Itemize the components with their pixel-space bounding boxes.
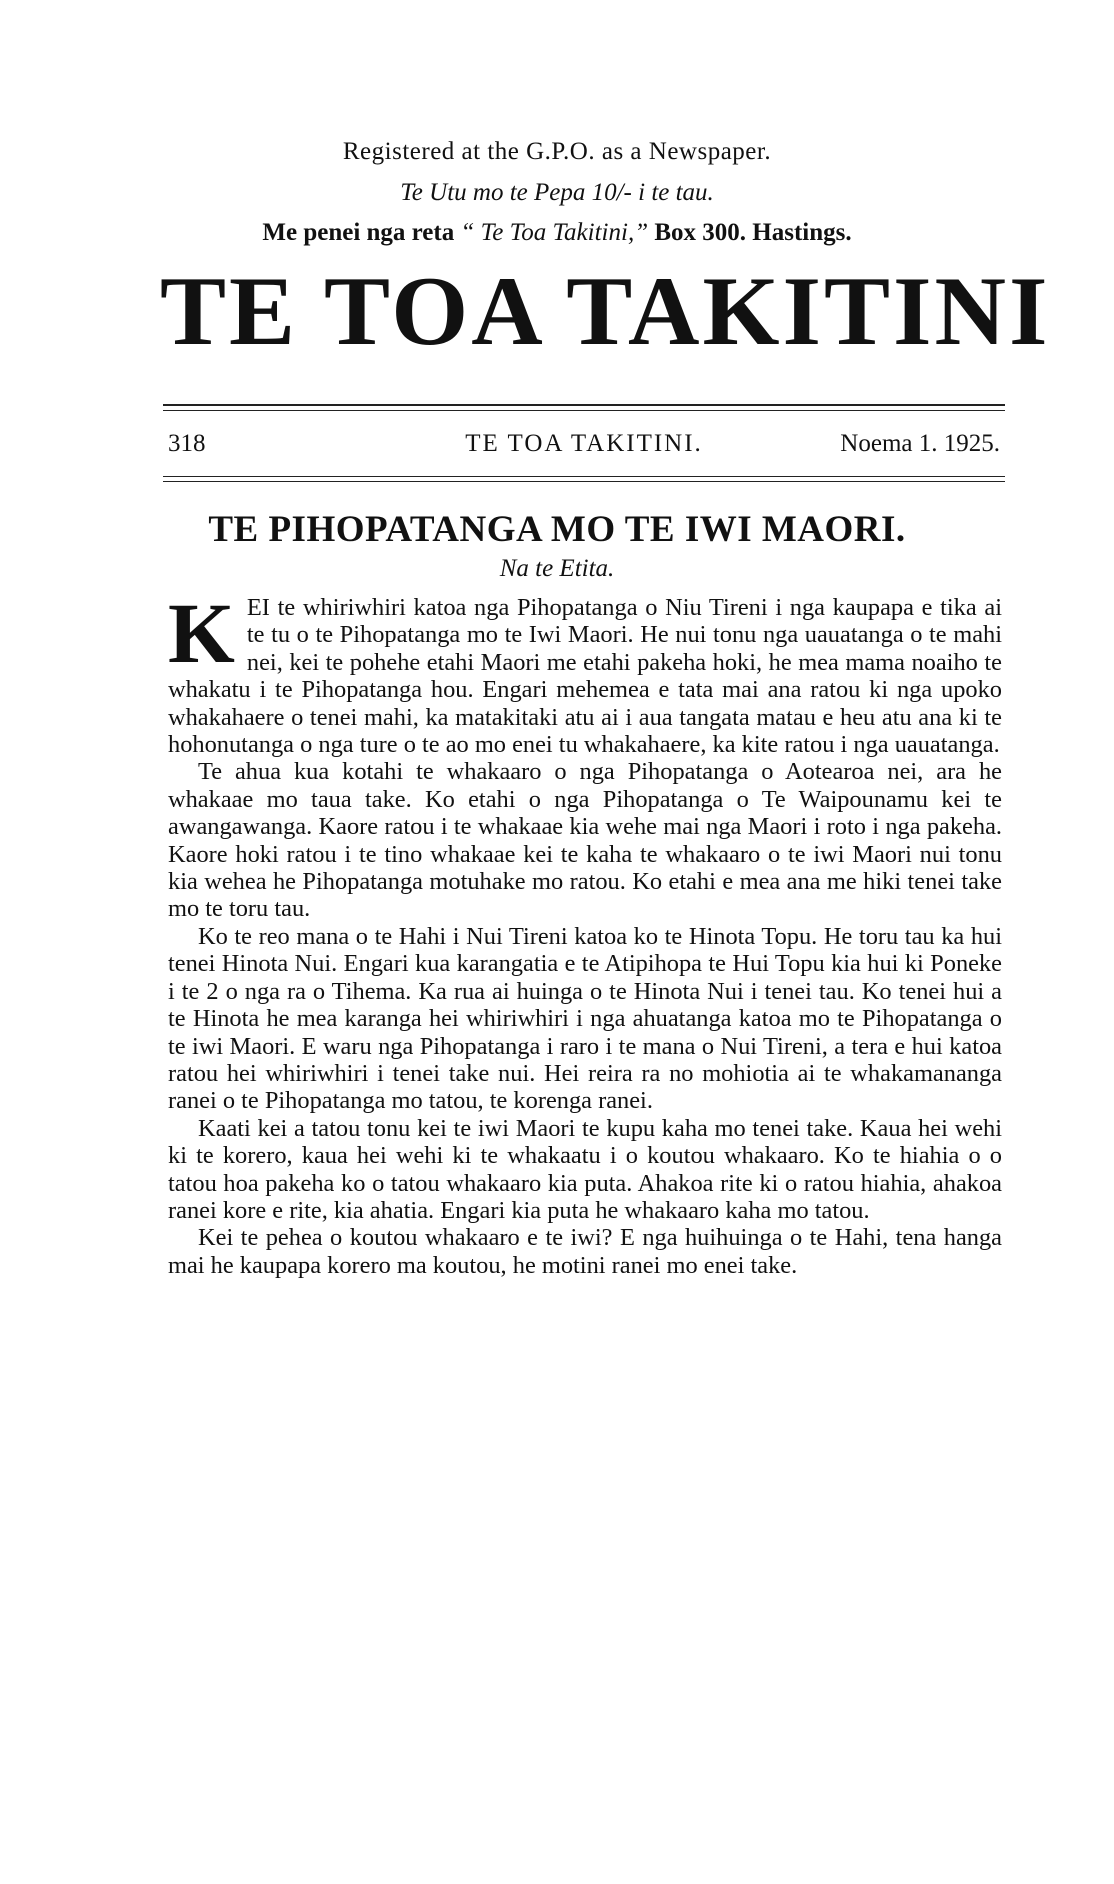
registration-notice: Registered at the G.P.O. as a Newspaper. xyxy=(342,138,772,165)
issue-date: Noema 1. 1925. xyxy=(840,430,1000,457)
subscription-price: Te Utu mo te Pepa 10/- i te tau. xyxy=(400,179,714,206)
address-title: “ Te Toa Takitini,” xyxy=(460,219,649,246)
page-number: 318 xyxy=(168,430,206,457)
paragraph-5: Kei te pehea o koutou whakaaro e te iwi? E nga huihuinga o te Hahi, tena hanga mai he kaupapa korero ma koutou, he motini ranei mo enei take. xyxy=(168,1224,1002,1279)
address-prefix: Me penei nga reta xyxy=(262,219,455,246)
rule-bottom-thin-2 xyxy=(163,481,1005,482)
paragraph-3: Ko te reo mana o te Hahi i Nui Tireni katoa ko te Hinota Topu. He toru tau ka hui tenei Hinota Nui. Engari kua karangatia e te Atipihopa te Hui Topu kia hui ki Poneke i te 2 o nga ra o Tihema. Ka rua ai huinga o te Hinota Nui i tenei tau. Ko tenei hui a te Hinota he mea karanga hei whiriwhiri i nga ahuatanga katoa mo te Pihopatanga o te iwi Maori. E waru nga Pihopatanga i raro i te mana o Nui Tireni, a tera e hui katoa ratou hei whiriwhiri i tenei take nui. Hei reira ra no mohiotia ai te whakamananga ranei o te Pihopatanga mo tatou, te korenga ranei. xyxy=(168,922,1002,1115)
drop-cap: K xyxy=(168,585,235,681)
paragraph-1 xyxy=(168,585,1002,759)
article-byline: Na te Etita. xyxy=(499,555,615,582)
rule-top-thin xyxy=(163,410,1005,411)
rule-top-thick xyxy=(163,404,1005,406)
running-head xyxy=(168,430,1000,464)
postal-address xyxy=(0,219,1114,247)
article-headline: TE PIHOPATANGA MO TE IWI MAORI. xyxy=(208,509,906,550)
paragraph-4: Kaati kei a tatou tonu kei te iwi Maori te kupu kaha mo tenei take. Kaua hei wehi ki te korero, kaua hei wehi ki te whakaatu i o koutou whakaaro. Ko te hiahia o o tatou hoa pakeha ko o tatou whakaaro kia puta. Ahakoa rite ki o ratou hiahia, ahakoa ranei kore e rite, kia ahatia. Engari kia puta he whakaaro kaha mo tatou. xyxy=(168,1114,1002,1224)
running-title: TE TOA TAKITINI. xyxy=(465,430,703,457)
rule-bottom-thin xyxy=(163,476,1005,477)
article-body xyxy=(168,585,1002,1279)
paragraph-2: Te ahua kua kotahi te whakaaro o nga Pihopatanga o Aotearoa nei, ara he whakaae mo taua take. Ko etahi o nga Pihopatanga o Te Waipounamu kei te awangawanga. Kaore ratou i te whakaae kia wehe mai nga Maori i roto i nga pakeha. Kaore hoki ratou i te tino whakaae kei te kaha te whakaaro o te iwi Maori nui tonu kia wehea he Pihopatanga motuhake mo ratou. Ko etahi e mea ana me hiki tenei take mo te toru tau. xyxy=(168,758,1002,923)
masthead: TE TOA TAKITINI xyxy=(160,257,1051,366)
address-suffix: Box 300. Hastings. xyxy=(654,219,852,246)
paragraph-text: EI te whiriwhiri katoa nga Pihopatanga o Niu Tireni i nga kaupapa e tika ai te tu o te Pihopatanga mo te Iwi Maori. He nui tonu nga uauatanga o te mahi nei, kei te pohehe etahi Maori me etahi pakeha hoki, he mea mama noaiho te whakatu i te Pihopatanga hou. Engari mehemea e tata mai ana ratou ki nga upoko whakahaere o tenei mahi, ka matakitaki atu ai i aua tangata matau e heu atu ana ki te hohonutanga o nga ture o te ao mo enei tu whakahaere, ka kite ratou i nga uauatanga. xyxy=(168,594,1002,759)
